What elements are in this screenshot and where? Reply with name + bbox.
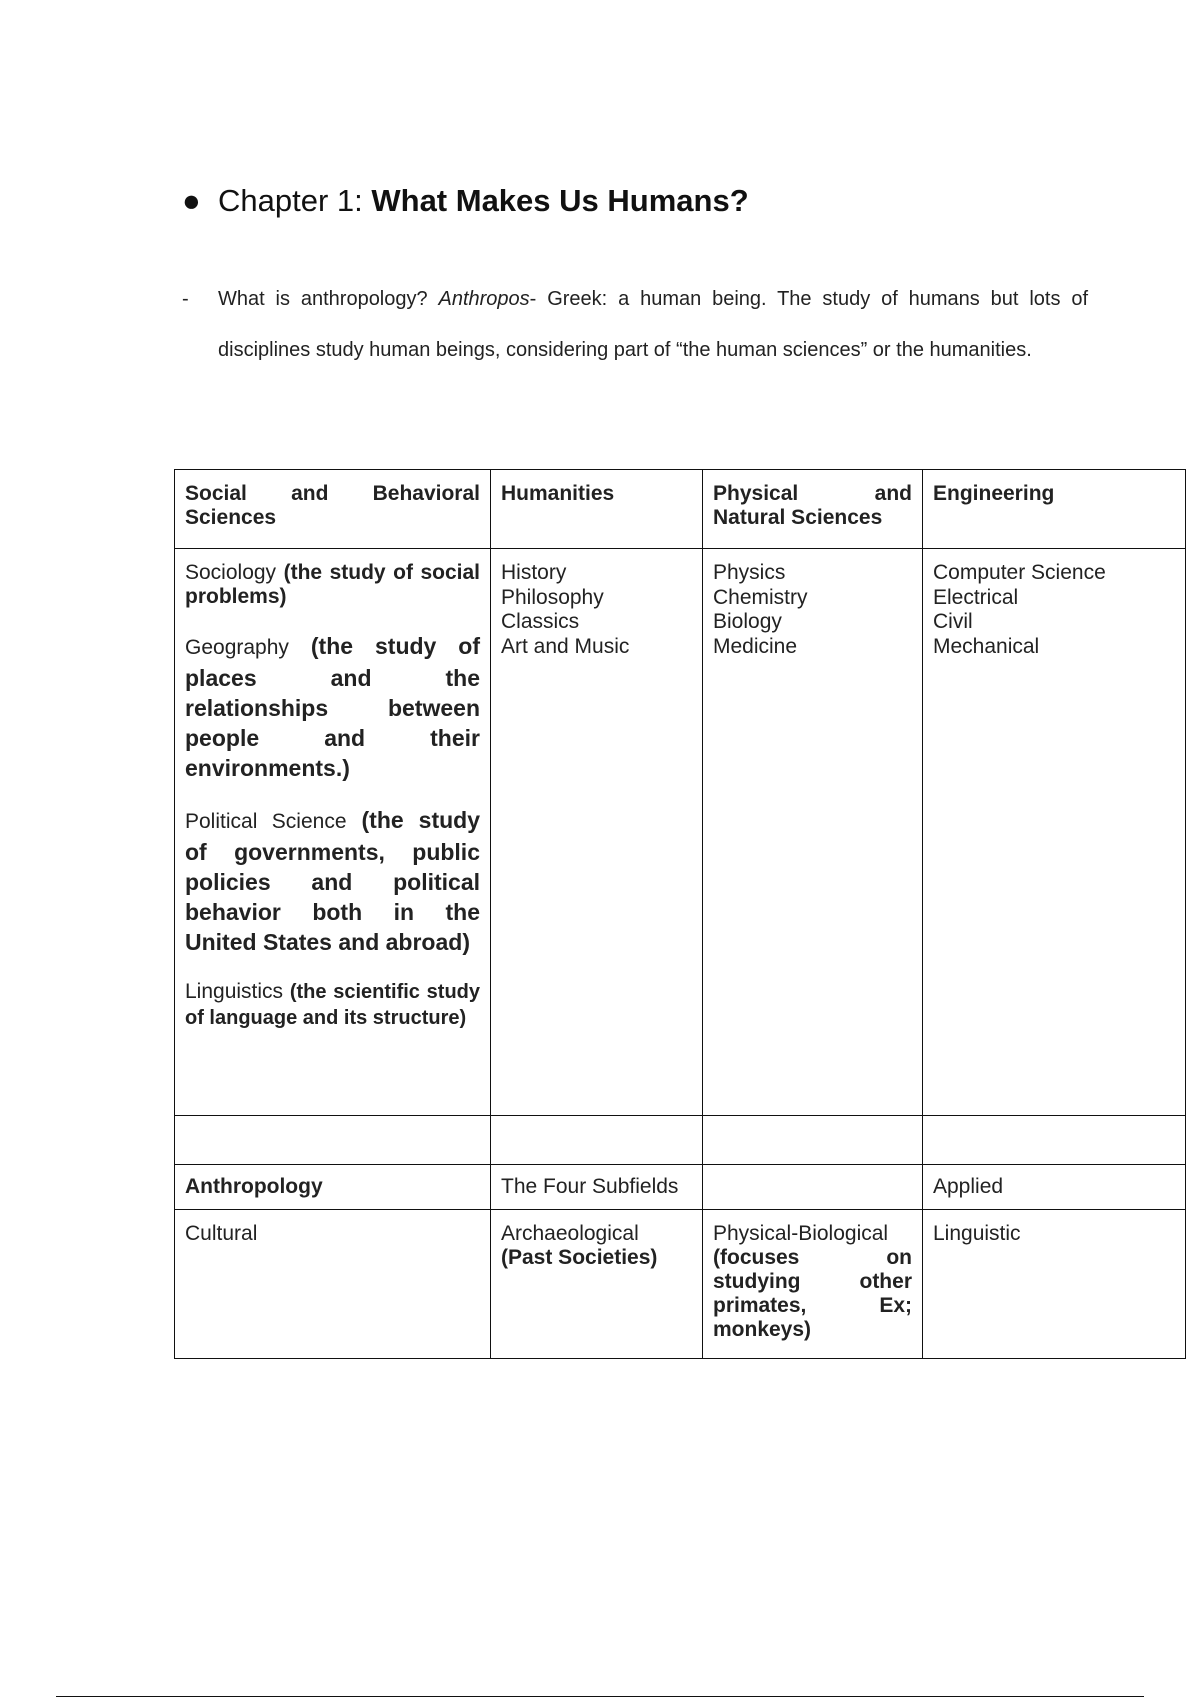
empty-cell [703,1116,923,1165]
intro-paragraph [182,282,1088,376]
intro-text [218,274,1088,376]
list-item: Philosophy [501,585,604,609]
list-item: Classics [501,610,580,633]
list-item: Electrical [933,585,1019,609]
cultural-cell [175,1210,491,1359]
list-item: Civil [933,610,973,633]
intro-greek-word: Anthropos [438,288,530,310]
table-row [175,549,1186,1116]
empty-cell [491,1116,703,1165]
header-humanities: Humanities [501,482,615,505]
subfields-row [175,1210,1186,1359]
list-item: Medicine [713,634,798,658]
dash-marker: - [182,288,189,310]
applied-label: Applied [933,1175,1004,1198]
list-item: Art and Music [501,634,630,658]
subfields-cell [491,1165,703,1210]
intro-question: What is anthropology? [218,288,439,310]
physical-sciences-cell [703,549,923,1116]
archaeological-cell [491,1210,703,1359]
list-item: Geography (the study of places and the relationships between people and their environments.) [185,633,480,781]
list-item: History [501,561,567,584]
header-social: Social and Behavioral Sciences [185,482,480,529]
empty-row [175,1116,1186,1165]
linguistic-cell [923,1210,1186,1359]
header-cell [175,470,491,549]
footer-divider [56,1696,1144,1697]
intro-rest: - Greek: a human being. The study of humans but lots of disciplines study human beings, considering part of “the human sciences” or the humanities. [218,288,1088,361]
physical-list [713,561,912,659]
header-engineering: Engineering [933,482,1055,505]
empty-cell [175,1116,491,1165]
list-item: Political Science (the study of governments, public policies and political behavior both in the United States and abroad) [185,807,481,955]
header-cell [923,470,1186,549]
anthropology-label: Anthropology [185,1175,323,1198]
list-item: Linguistics (the scientific study of language and its structure) [185,980,480,1029]
list-item: Physics [713,561,786,584]
list-item: Chemistry [713,585,808,609]
physical-biological-label: Physical-Biological [713,1222,889,1245]
engineering-list [933,561,1175,659]
header-cell [703,470,923,549]
chapter-prefix: Chapter 1: [218,183,372,218]
cultural-label: Cultural [185,1222,258,1245]
header-physical: Physical and Natural Sciences [713,482,912,529]
list-item: Mechanical [933,634,1040,658]
disciplines-table [174,469,1186,1359]
empty-cell [923,1116,1186,1165]
empty-cell [703,1165,923,1210]
humanities-cell [491,549,703,1116]
table-header-row [175,470,1186,549]
chapter-heading [182,181,749,221]
list-item: Computer Science [933,561,1106,584]
chapter-title: What Makes Us Humans? [371,183,749,218]
linguistic-label: Linguistic [933,1222,1021,1245]
humanities-list [501,561,692,659]
anthropology-row [175,1165,1186,1210]
archaeological-label: Archaeological [501,1222,639,1245]
physical-biological-cell [703,1210,923,1359]
list-item: Sociology (the study of social problems) [185,561,481,608]
applied-cell [923,1165,1186,1210]
physical-biological-desc: (focuses on studying other primates, Ex; monkeys) [713,1246,912,1341]
engineering-cell [923,549,1186,1116]
social-sciences-cell [175,549,491,1116]
archaeological-desc: (Past Societies) [501,1246,658,1269]
bullet-icon: ● [182,183,201,218]
subfields-label: The Four Subfields [501,1175,679,1198]
header-cell [491,470,703,549]
list-item: Biology [713,610,782,633]
anthropology-cell [175,1165,491,1210]
